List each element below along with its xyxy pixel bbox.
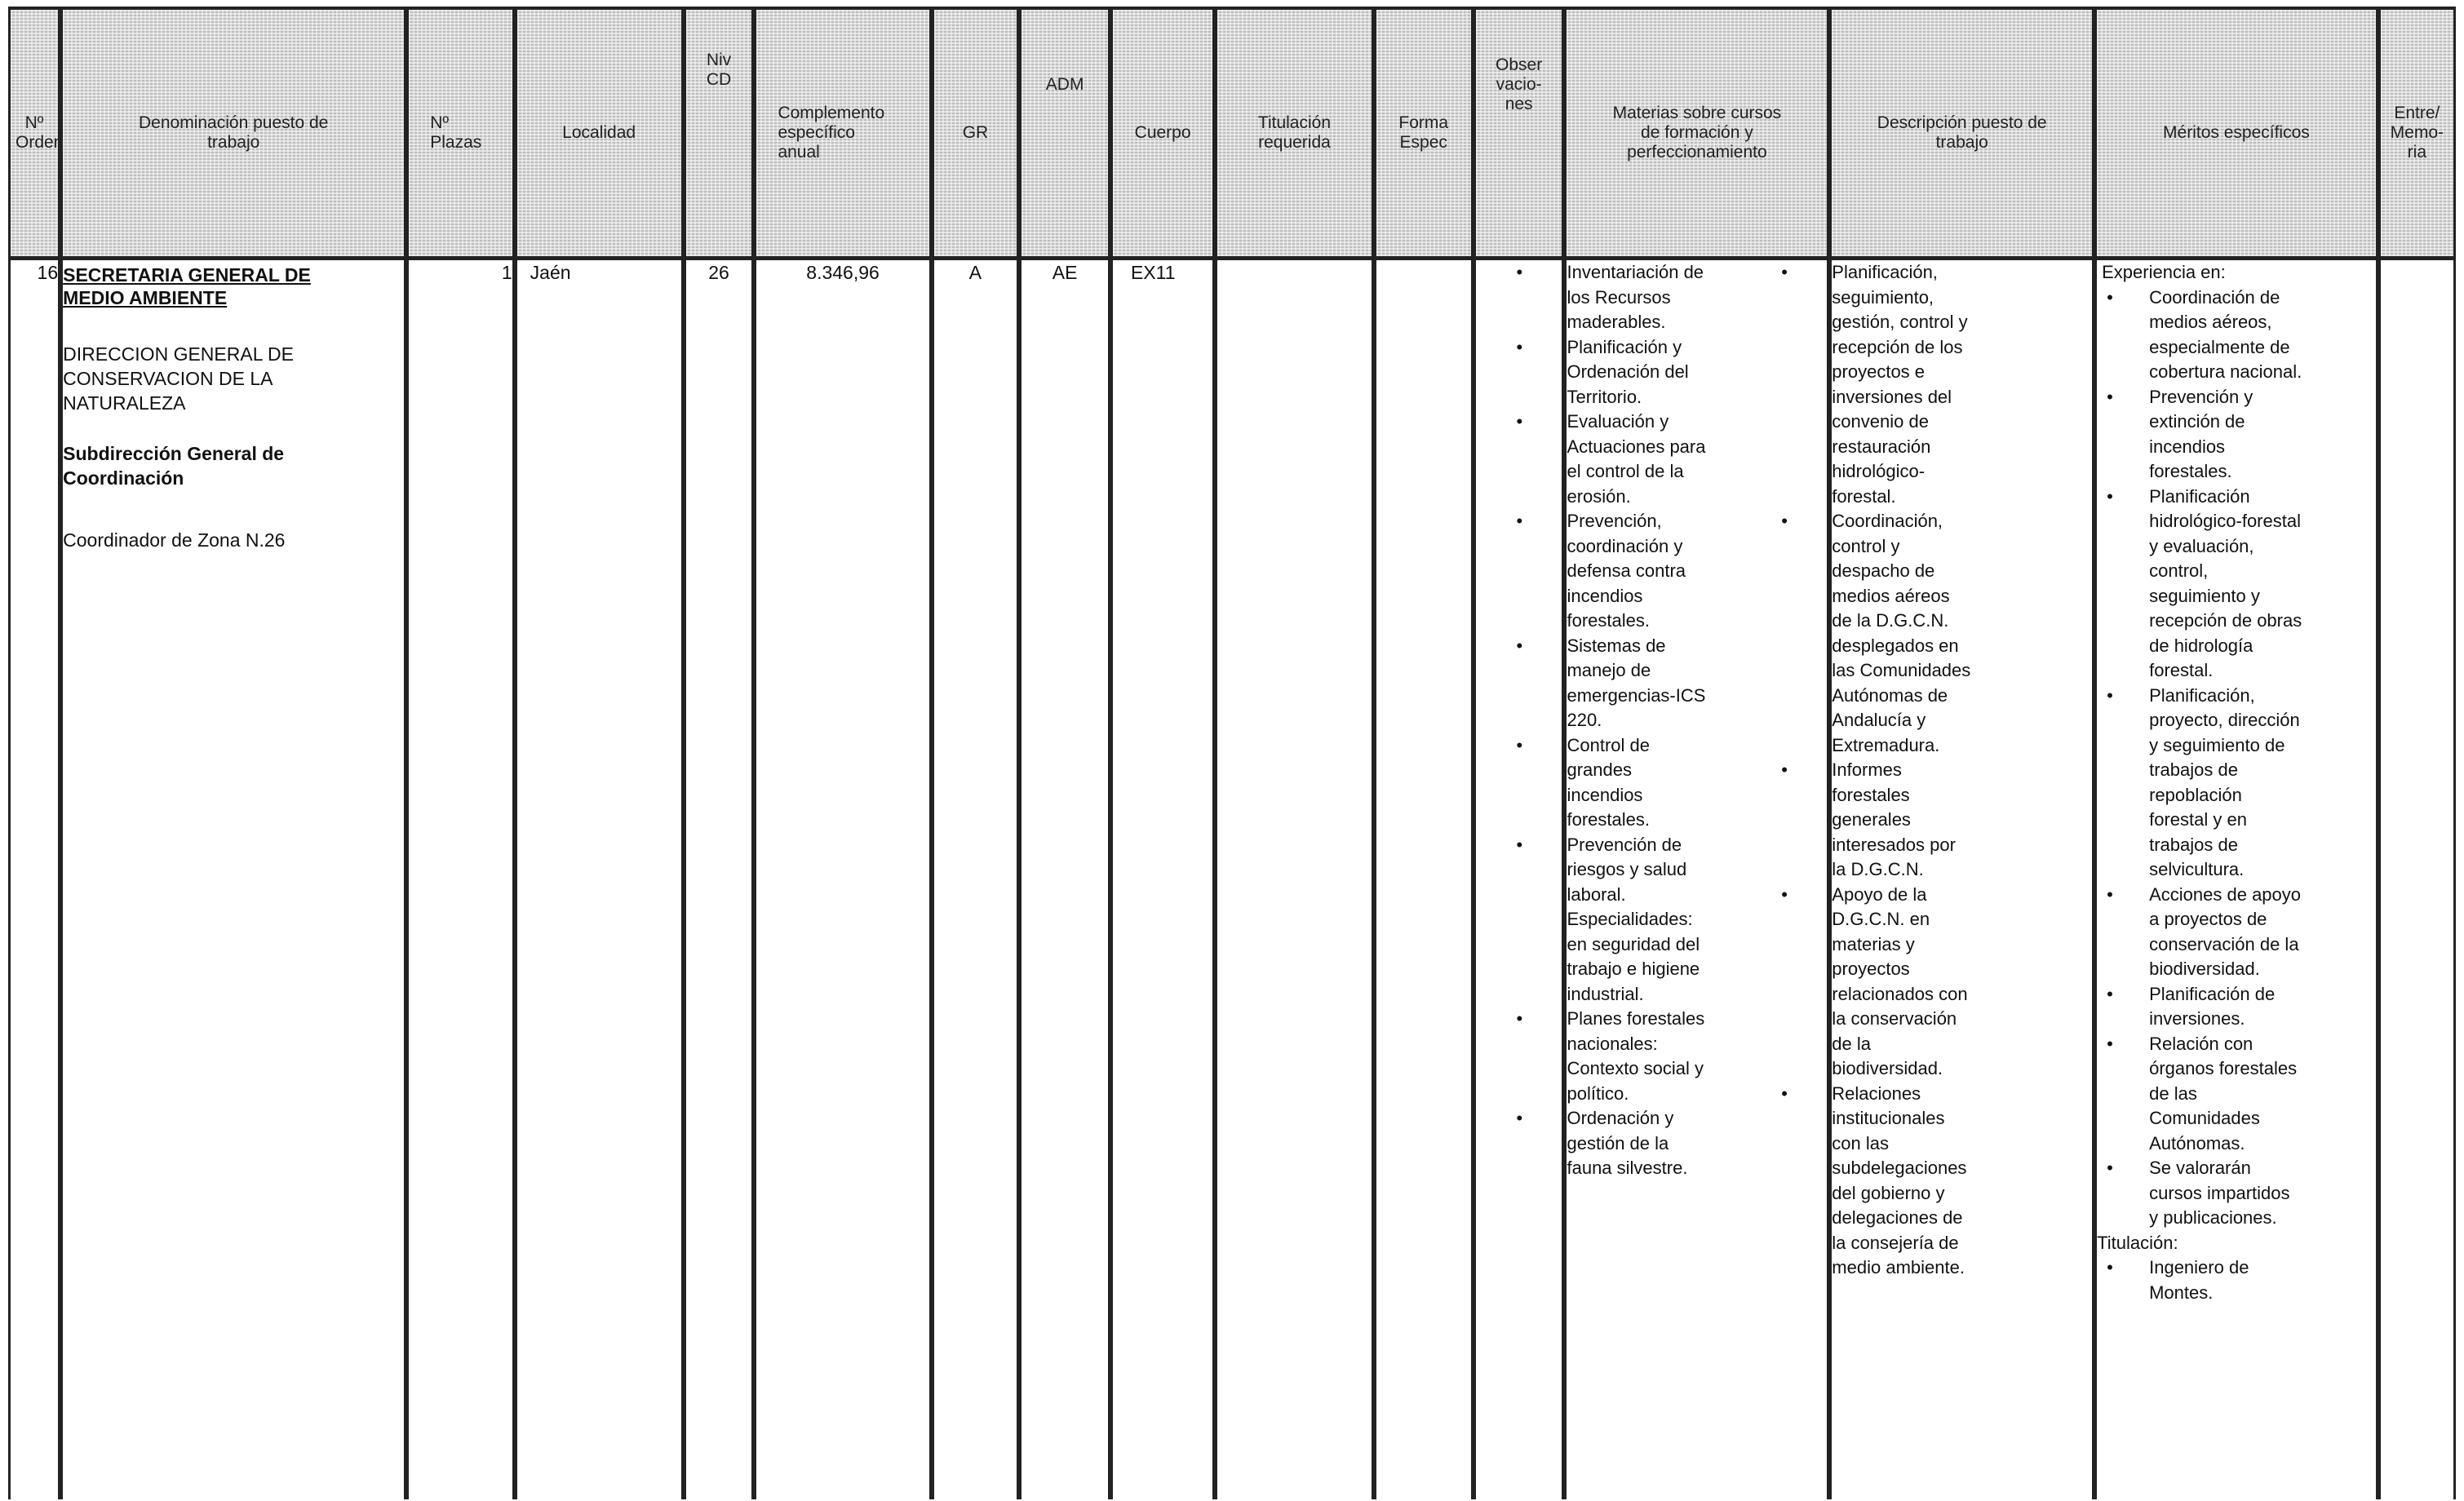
cell-entrevista xyxy=(2378,260,2456,1499)
header-titulacion: Titulación requerida xyxy=(1215,7,1373,260)
descripcion-line: control y xyxy=(1832,535,1900,556)
cell-observaciones xyxy=(1474,260,1565,1499)
materia-line: Ordenación del xyxy=(1567,361,1689,382)
merito-item xyxy=(2107,883,2376,982)
materia-line: el control de la xyxy=(1567,461,1684,481)
header-denominacion: Denominación puesto de trabajo xyxy=(60,7,406,260)
header-plazas: Nº Plazas xyxy=(406,7,514,260)
header-nivel-cd: Niv CD xyxy=(684,7,755,260)
materia-line: defensa contra xyxy=(1567,560,1686,581)
materia-line: laboral. xyxy=(1567,883,1626,905)
materias-list xyxy=(1516,260,1827,1181)
descripcion-line: Coordinación, xyxy=(1832,511,1943,531)
descripcion-line: institucionales xyxy=(1832,1108,1945,1128)
descripcion-line: convenio de xyxy=(1832,411,1929,432)
bullet-icon: • xyxy=(2107,983,2113,1004)
merito-item xyxy=(2107,1156,2376,1231)
materia-line: fauna silvestre. xyxy=(1567,1158,1688,1178)
descripcion-line: restauración xyxy=(1832,436,1931,457)
descripcion-line: de la xyxy=(1832,1033,1872,1054)
bullet-icon: • xyxy=(1516,411,1523,432)
merito-item xyxy=(2107,982,2376,1032)
materia-line: Contexto social y xyxy=(1567,1058,1704,1078)
merito-line: a proyectos de xyxy=(2149,909,2267,929)
merito-line: de las xyxy=(2149,1083,2197,1104)
descripcion-line: desplegados en xyxy=(1832,635,1959,656)
merito-line: conservación de la xyxy=(2149,933,2299,954)
descripcion-line: materias y xyxy=(1832,933,1915,954)
bullet-icon: • xyxy=(1781,262,1788,282)
descripcion-line: interesados por xyxy=(1832,834,1956,855)
merito-line: selvicultura. xyxy=(2149,859,2245,879)
materia-line: industrial. xyxy=(1567,983,1644,1004)
bullet-icon: • xyxy=(1516,1108,1523,1128)
cell-materias xyxy=(1516,260,1829,1499)
bullet-icon: • xyxy=(2107,684,2113,706)
cell-titulacion xyxy=(1215,260,1373,1499)
descripcion-line: medio ambiente. xyxy=(1832,1257,1965,1277)
cell-descripcion xyxy=(1781,260,2094,1499)
descripcion-line: forestal. xyxy=(1832,485,1896,507)
merito-line: Comunidades xyxy=(2149,1108,2260,1128)
materia-line: incendios xyxy=(1567,784,1643,805)
direccion-title: DIRECCION GENERAL DE CONSERVACION DE LA NATURALEZA xyxy=(63,343,294,414)
merito-line: órganos forestales xyxy=(2149,1058,2298,1078)
bullet-icon: • xyxy=(2107,1257,2113,1277)
cell-plazas: 1 xyxy=(406,260,514,1499)
descripcion-line: la D.G.C.N. xyxy=(1832,859,1924,879)
merito-line: forestal y en xyxy=(2149,809,2247,830)
descripcion-line: D.G.C.N. en xyxy=(1832,909,1930,929)
bullet-icon: • xyxy=(1781,511,1788,531)
materia-line: Ordenación y xyxy=(1567,1108,1674,1128)
materia-line: emergencias-ICS xyxy=(1567,684,1706,706)
descripcion-item xyxy=(1781,883,2092,1082)
bullet-icon: • xyxy=(2107,386,2113,407)
header-adm: ADM xyxy=(1019,7,1110,260)
cell-cuerpo: EX11 xyxy=(1110,260,1215,1499)
bullet-icon: • xyxy=(1516,262,1523,282)
cell-meritos xyxy=(2094,260,2378,1499)
merito-item xyxy=(2107,1032,2376,1157)
secretaria-title: SECRETARIA GENERAL DE MEDIO AMBIENTE xyxy=(63,264,311,308)
merito-line: de hidrología xyxy=(2149,635,2253,656)
cell-denominacion xyxy=(60,260,406,1499)
descripcion-line: Andalucía y xyxy=(1832,710,1926,730)
cell-localidad: Jaén xyxy=(515,260,684,1499)
merito-line: inversiones. xyxy=(2149,1008,2245,1029)
bullet-icon: • xyxy=(1516,635,1523,656)
merito-line: trabajos de xyxy=(2149,834,2238,855)
descripcion-line: Extremadura. xyxy=(1832,734,1940,755)
puesto-denominacion: Coordinador de Zona N.26 xyxy=(63,529,286,551)
table-row xyxy=(8,260,2456,1499)
descripcion-line: recepción de los xyxy=(1832,336,1963,357)
materia-line: Control de xyxy=(1567,734,1650,755)
descripcion-line: las Comunidades xyxy=(1832,660,1971,680)
merito-line: seguimiento y xyxy=(2149,585,2260,606)
materia-line: Inventariación de xyxy=(1567,262,1704,282)
titulacion-line: Ingeniero de xyxy=(2149,1257,2249,1277)
descripcion-line: seguimiento, xyxy=(1832,286,1934,308)
descripcion-line: inversiones del xyxy=(1832,386,1952,407)
materia-line: Territorio. xyxy=(1567,386,1642,407)
descripcion-line: proyectos e xyxy=(1832,361,1926,382)
titulacion-line: Montes. xyxy=(2149,1282,2214,1303)
merito-line: Autónomas. xyxy=(2149,1132,2245,1153)
descripcion-line: con las xyxy=(1832,1132,1890,1153)
meritos-intro: Experiencia en: xyxy=(2102,262,2226,282)
descripcion-line: la consejería de xyxy=(1832,1232,1959,1253)
descripcion-line: Planificación, xyxy=(1832,262,1938,282)
materia-line: Planificación y xyxy=(1567,336,1682,357)
merito-line: extinción de xyxy=(2149,411,2245,432)
merito-line: control, xyxy=(2149,560,2209,581)
materia-line: gestión de la xyxy=(1567,1132,1669,1153)
bullet-icon: • xyxy=(2107,286,2113,308)
header-orden: Nº Orden xyxy=(8,7,60,260)
descripcion-line: Apoyo de la xyxy=(1832,883,1927,905)
materia-line: forestales. xyxy=(1567,809,1650,830)
bullet-icon: • xyxy=(2107,883,2113,905)
bullet-icon: • xyxy=(1781,883,1788,905)
merito-line: Planificación de xyxy=(2149,983,2276,1004)
header-materias: Materias sobre cursos de formación y perfeccionamiento xyxy=(1564,7,1829,260)
descripcion-line: despacho de xyxy=(1832,560,1935,581)
descripcion-line: del gobierno y xyxy=(1832,1182,1945,1203)
merito-item xyxy=(2107,385,2376,485)
descripcion-line: Relaciones xyxy=(1832,1083,1921,1104)
header-descripcion: Descripción puesto de trabajo xyxy=(1829,7,2094,260)
merito-line: medios aéreos, xyxy=(2149,312,2272,332)
descripcion-item xyxy=(1781,509,2092,758)
cell-gr: A xyxy=(932,260,1020,1499)
materia-item xyxy=(1516,509,1827,634)
job-table xyxy=(8,7,2456,1499)
header-gr: GR xyxy=(932,7,1020,260)
descripcion-line: relacionados con xyxy=(1832,983,1968,1004)
materia-line: los Recursos xyxy=(1567,286,1671,308)
materia-line: trabajo e higiene xyxy=(1567,959,1700,979)
materia-item xyxy=(1516,1106,1827,1181)
descripcion-item xyxy=(1781,260,2092,509)
bullet-icon: • xyxy=(1781,759,1788,780)
bullet-icon: • xyxy=(2107,485,2113,507)
header-localidad: Localidad xyxy=(515,7,684,260)
header-meritos: Méritos específicos xyxy=(2094,7,2378,260)
bullet-icon: • xyxy=(2107,1158,2113,1178)
bullet-icon: • xyxy=(1516,834,1523,855)
merito-line: Planificación, xyxy=(2149,684,2255,706)
materia-line: político. xyxy=(1567,1083,1629,1104)
header-complemento: Complemento específico anual xyxy=(754,7,931,260)
materia-line: Prevención, xyxy=(1567,511,1662,531)
descripcion-line: generales xyxy=(1832,809,1911,830)
merito-line: Prevención y xyxy=(2149,386,2253,407)
titulacion-list xyxy=(2097,1255,2376,1305)
descripcion-line: subdelegaciones xyxy=(1832,1158,1967,1178)
titulacion-label: Titulación: xyxy=(2097,1232,2178,1253)
merito-line: proyecto, dirección xyxy=(2149,710,2300,730)
merito-line: Se valorarán xyxy=(2149,1158,2251,1178)
descripcion-line: la conservación xyxy=(1832,1008,1957,1029)
merito-line: forestales. xyxy=(2149,461,2232,481)
descripcion-line: de la D.G.C.N. xyxy=(1832,610,1949,631)
descripcion-item xyxy=(1781,1082,2092,1281)
descripcion-line: medios aéreos xyxy=(1832,585,1950,606)
materia-item xyxy=(1516,410,1827,509)
materia-line: Planes forestales xyxy=(1567,1008,1705,1029)
merito-line: Relación con xyxy=(2149,1033,2253,1054)
titulacion-item xyxy=(2107,1255,2376,1305)
merito-line: hidrológico-forestal xyxy=(2149,511,2301,531)
materia-line: Evaluación y xyxy=(1567,411,1669,432)
merito-line: Acciones de apoyo xyxy=(2149,883,2302,905)
merito-item xyxy=(2107,684,2376,883)
materia-line: en seguridad del xyxy=(1567,933,1700,954)
cell-forma xyxy=(1374,260,1474,1499)
descripcion-line: biodiversidad. xyxy=(1832,1058,1943,1078)
descripcion-line: delegaciones de xyxy=(1832,1207,1963,1228)
merito-line: cursos impartidos xyxy=(2149,1182,2290,1203)
merito-line: especialmente de xyxy=(2149,336,2290,357)
header-cuerpo: Cuerpo xyxy=(1110,7,1215,260)
merito-line: y evaluación, xyxy=(2149,535,2254,556)
materia-line: coordinación y xyxy=(1567,535,1683,556)
cell-complemento: 8.346,96 xyxy=(754,260,931,1499)
cell-adm: AE xyxy=(1019,260,1110,1499)
merito-line: incendios xyxy=(2149,436,2226,457)
materia-line: grandes xyxy=(1567,759,1632,780)
descripcion-list xyxy=(1781,260,2092,1281)
descripcion-line: Informes xyxy=(1832,759,1902,780)
merito-line: Coordinación de xyxy=(2149,286,2280,308)
materia-line: Prevención de xyxy=(1567,834,1682,855)
header-forma: Forma Espec xyxy=(1374,7,1474,260)
bullet-icon: • xyxy=(1516,511,1523,531)
materia-item xyxy=(1516,733,1827,833)
merito-line: trabajos de xyxy=(2149,759,2238,780)
materia-line: manejo de xyxy=(1567,660,1651,680)
materia-line: forestales. xyxy=(1567,610,1650,631)
merito-line: Planificación xyxy=(2149,485,2250,507)
merito-line: repoblación xyxy=(2149,784,2242,805)
merito-line: biodiversidad. xyxy=(2149,959,2260,979)
materia-line: Sistemas de xyxy=(1567,635,1666,656)
header-observaciones: Obser vacio- nes xyxy=(1474,7,1565,260)
merito-line: cobertura nacional. xyxy=(2149,361,2302,382)
materia-item xyxy=(1516,833,1827,1007)
merito-line: forestal. xyxy=(2149,660,2214,680)
materia-item xyxy=(1516,634,1827,733)
cell-orden: 16 xyxy=(8,260,60,1499)
merito-line: y publicaciones. xyxy=(2149,1207,2277,1228)
header-row xyxy=(8,7,2456,260)
descripcion-line: forestales xyxy=(1832,784,1910,805)
header-entrevista: Entre/ Memo- ria xyxy=(2378,7,2456,260)
merito-item xyxy=(2107,286,2376,385)
merito-line: y seguimiento de xyxy=(2149,734,2285,755)
materia-line: maderables. xyxy=(1567,312,1666,332)
materia-line: nacionales: xyxy=(1567,1033,1658,1054)
cell-nivel: 26 xyxy=(684,260,755,1499)
bullet-icon: • xyxy=(1516,336,1523,357)
descripcion-line: gestión, control y xyxy=(1832,312,1968,332)
materia-item xyxy=(1516,1007,1827,1106)
bullet-icon: • xyxy=(1781,1083,1788,1104)
descripcion-line: hidrológico- xyxy=(1832,461,1926,481)
meritos-list xyxy=(2097,286,2376,1231)
materia-line: incendios xyxy=(1567,585,1643,606)
materia-line: 220. xyxy=(1567,710,1602,730)
materia-item xyxy=(1516,335,1827,410)
descripcion-line: Autónomas de xyxy=(1832,684,1948,706)
materia-line: Actuaciones para xyxy=(1567,436,1706,457)
materia-item xyxy=(1516,260,1827,335)
bullet-icon: • xyxy=(1516,1008,1523,1029)
materia-line: erosión. xyxy=(1567,485,1631,507)
merito-item xyxy=(2107,485,2376,684)
materia-line: riesgos y salud xyxy=(1567,859,1687,879)
subdireccion-title: Subdirección General de Coordinación xyxy=(63,443,285,489)
bullet-icon: • xyxy=(1516,734,1523,755)
descripcion-item xyxy=(1781,758,2092,883)
materia-line: Especialidades: xyxy=(1567,909,1693,929)
merito-line: recepción de obras xyxy=(2149,610,2302,631)
bullet-icon: • xyxy=(2107,1033,2113,1054)
descripcion-line: proyectos xyxy=(1832,959,1910,979)
